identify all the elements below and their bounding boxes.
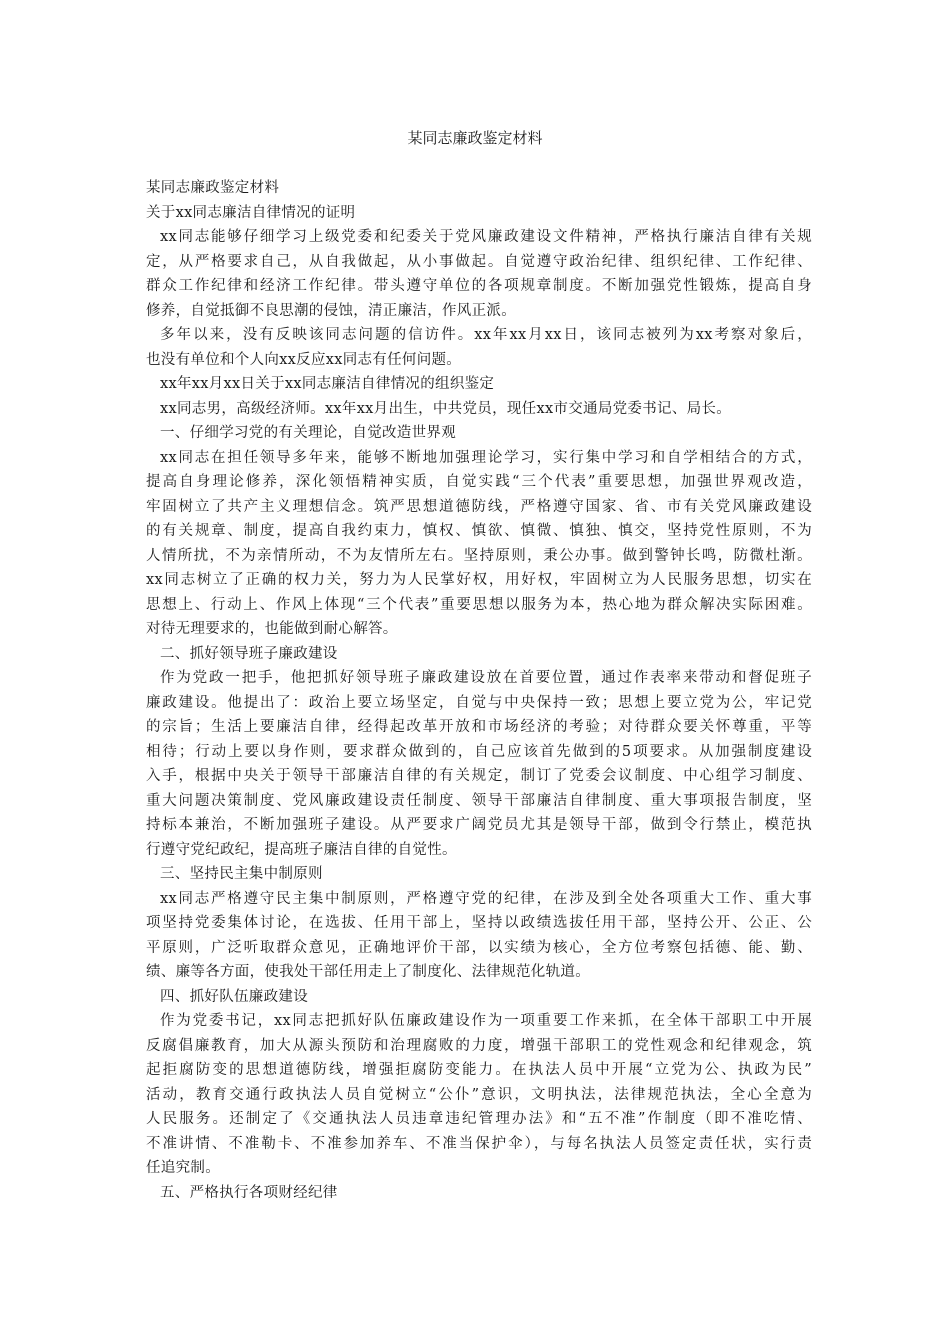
text-line: 相待；行动上要以身作则，要求群众做到的，自己应该首先做到的5项要求。从加强制度建设 — [146, 743, 812, 760]
text-line: 任追究制。 — [146, 1160, 220, 1176]
text-line: 也没有单位和个人向xx反应xx同志有任何问题。 — [146, 351, 462, 368]
text-line: 牢固树立了共产主义理想信念。筑严思想道德防线，严格遵守国家、省、市有关党风廉政建设 — [146, 498, 812, 515]
text-line: 多年以来，没有反映该同志问题的信访件。xx年xx月xx日，该同志被列为xx考察对象后， — [160, 327, 812, 343]
text-line: 活动，教育交通行政执法人员自觉树立“公仆”意识，文明执法，法律规范执法，全心全意为 — [146, 1086, 812, 1103]
text-line: 某同志廉政鉴定材料 — [146, 180, 280, 196]
text-line: xx年xx月xx日关于xx同志廉洁自律情况的组织鉴定 — [160, 376, 495, 392]
text-line: 三、坚持民主集中制原则 — [160, 866, 323, 882]
text-line: 人情所扰，不为亲情所动，不为友情所左右。坚持原则，秉公办事。做到警钟长鸣，防微杜渐。 — [146, 547, 812, 564]
text-line: xx同志树立了正确的权力关，努力为人民掌好权，用好权，牢固树立为人民服务思想，切实在 — [146, 572, 812, 588]
text-line: 思想上、行动上、作风上体现“三个代表”重要思想以服务为本，热心地为群众解决实际困难。 — [146, 596, 812, 613]
text-line: 五、严格执行各项财经纪律 — [160, 1184, 338, 1201]
text-line: 反腐倡廉教育，加大从源头预防和治理腐败的力度，增强干部职工的党性观念和纪律观念，筑 — [146, 1037, 812, 1054]
page-title: 某同志廉政鉴定材料 — [407, 129, 543, 147]
text-line: 重大问题决策制度、党风廉政建设责任制度、领导干部廉洁自律制度、重大事项报告制度，坚 — [146, 792, 812, 809]
text-line: 绩、廉等各方面，使我处干部任用走上了制度化、法律规范化轨道。 — [146, 964, 590, 980]
text-line: 关于xx同志廉洁自律情况的证明 — [146, 204, 356, 221]
text-line: 持标本兼治，不断加强班子建设。从严要求广阔党员尤其是领导干部，做到令行禁止，模范执 — [146, 817, 812, 833]
text-line: 行遵守党纪政纪，提高班子廉洁自律的自觉性。 — [146, 841, 457, 858]
text-line: xx同志在担任领导多年来，能够不断地加强理论学习，实行集中学习和自学相结合的方式， — [160, 449, 812, 466]
text-line: xx同志严格遵守民主集中制原则，严格遵守党的纪律，在涉及到全处各项重大工作、重大事 — [160, 890, 812, 907]
text-line: 平原则，广泛听取群众意见，正确地评价干部，以实绩为核心，全方位考察包括德、能、勤、 — [146, 939, 812, 956]
text-line: xx同志男，高级经济师。xx年xx月出生，中共党员，现任xx市交通局党委书记、局长。 — [160, 400, 732, 417]
text-line: 二、抓好领导班子廉政建设 — [160, 645, 338, 662]
text-line: 廉政建设。他提出了：政治上要立场坚定，自觉与中央保持一致；思想上要立党为公，牢记党 — [146, 694, 812, 711]
text-line: 不准讲情、不准勒卡、不准参加养车、不准当保护伞），与每名执法人员签定责任状，实行责 — [146, 1135, 812, 1152]
text-line: 定，从严格要求自己，从自我做起，从小事做起。自觉遵守政治纪律、组织纪律、工作纪律、 — [146, 253, 812, 270]
text-line: 四、抓好队伍廉政建设 — [160, 988, 308, 1005]
text-line: 群众工作纪律和经济工作纪律。带头遵守单位的各项规章制度。不断加强党性锻炼，提高自身 — [146, 278, 812, 294]
text-line: xx同志能够仔细学习上级党委和纪委关于党风廉政建设文件精神，严格执行廉洁自律有关规 — [160, 229, 812, 245]
text-line: 的宗旨；生活上要廉洁自律，经得起改革开放和市场经济的考验；对待群众要关怀尊重，平等 — [146, 719, 812, 735]
text-line: 作为党政一把手，他把抓好领导班子廉政建设放在首要位置，通过作表率来带动和督促班子 — [160, 670, 812, 686]
document-body — [146, 176, 812, 1205]
text-line: 对待无理要求的，也能做到耐心解答。 — [146, 621, 398, 637]
text-line: 入手，根据中央关于领导干部廉洁自律的有关规定，制订了党委会议制度、中心组学习制度、 — [146, 768, 812, 784]
text-line: 的有关规章、制度，提高自我约束力，慎权、慎欲、慎微、慎独、慎交，坚持党性原则，不为 — [146, 523, 812, 539]
text-line: 起拒腐防变的思想道德防线，增强拒腐防变能力。在执法人员中开展“立党为公、执政为民” — [146, 1062, 812, 1078]
text-line: 提高自身理论修养，深化领悟精神实质，自觉实践“三个代表”重要思想，加强世界观改造， — [146, 474, 812, 490]
text-line: 修养，自觉抵御不良思潮的侵蚀，清正廉洁，作风正派。 — [146, 302, 516, 319]
text-line: 作为党委书记，xx同志把抓好队伍廉政建设作为一项重要工作来抓，在全体干部职工中开展 — [160, 1013, 812, 1029]
text-line: 人民服务。还制定了《交通执法人员违章违纪管理办法》和“五不准”作制度（即不准吃情、 — [146, 1111, 812, 1127]
text-line: 一、仔细学习党的有关理论，自觉改造世界观 — [160, 425, 456, 441]
text-line: 项坚持党委集体讨论，在选拔、任用干部上，坚持以政绩选拔任用干部，坚持公开、公正、公 — [146, 915, 812, 931]
